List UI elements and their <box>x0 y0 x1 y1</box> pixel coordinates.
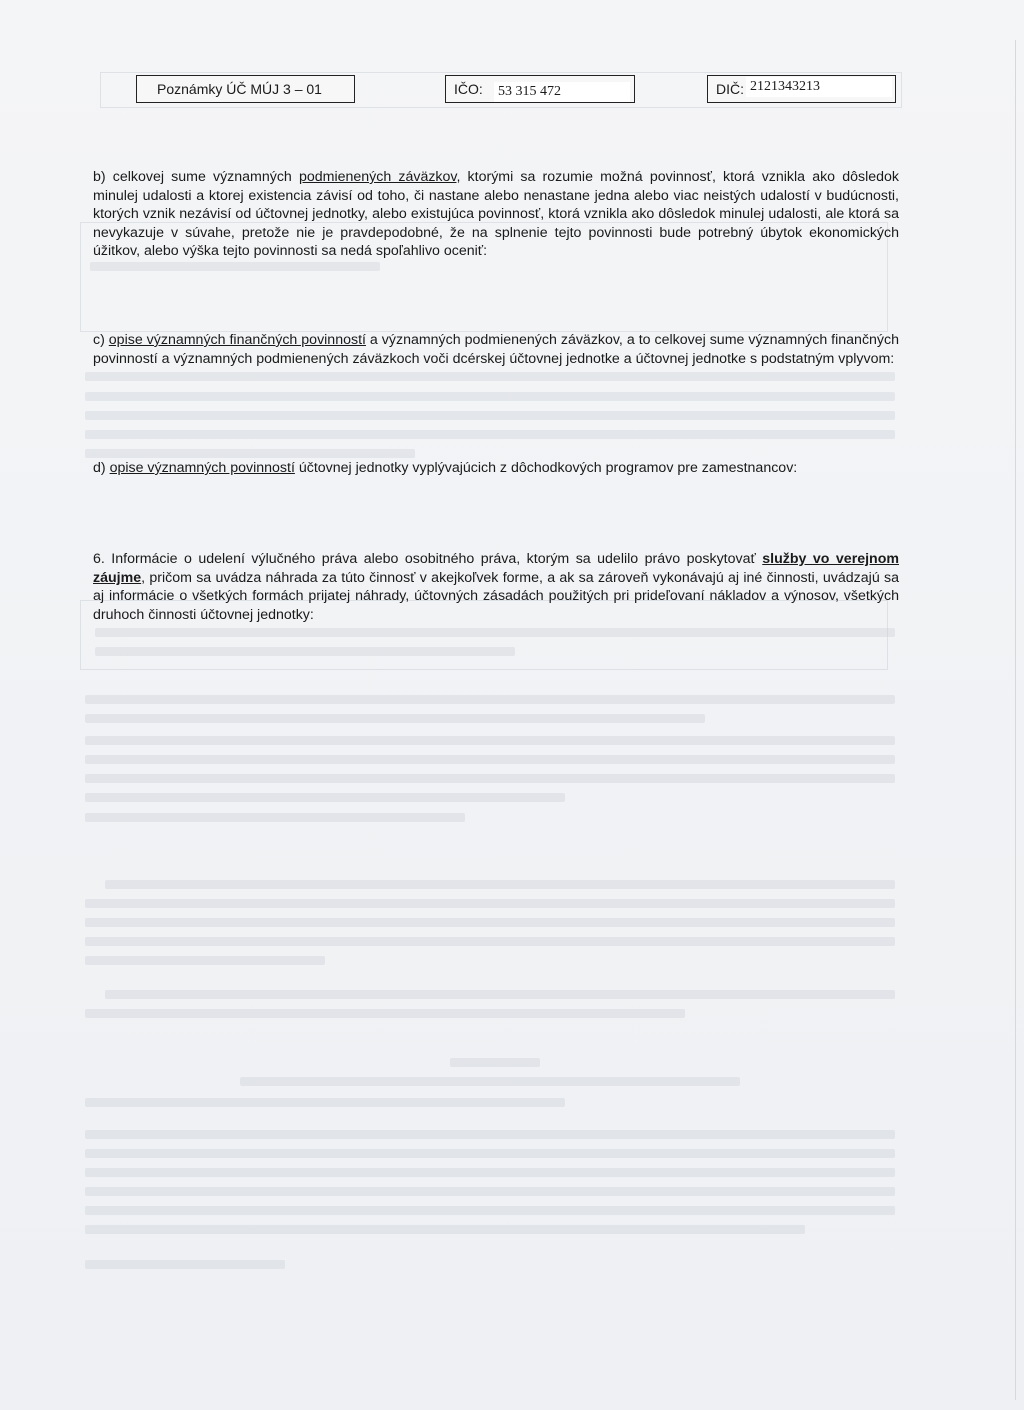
dic-label: DIČ: <box>716 81 744 97</box>
section-c-text: a významných podmienených záväzkov, a to celkovej sume významných finančných povinností a významných podmienených záväzkoch voči dcérskej účtovnej jednotke a účtovnej jednotke s podstatným vplyvom: <box>93 332 900 367</box>
section-6-underlined: služby vo verejnom záujme <box>93 551 899 586</box>
section-d-paragraph <box>93 459 899 478</box>
section-6-text: , pričom sa uvádza náhrada za túto činnosť v akejkoľvek forme, a ak sa zároveň vykonávajú aj iné činnosti, uvádzajú sa aj informácie o všetkých formách prijatej náhrady, účtovných zásadách použitých pri prideľovaní nákladov a výnosov, všetkých druhoch činnosti účtovnej jednotky: <box>93 569 899 623</box>
section-d-text: účtovnej jednotky vyplývajúcich z dôchodkových programov pre zamestnancov: <box>294 460 798 476</box>
ico-box <box>445 75 635 103</box>
section-d-underlined: opise významných povinností <box>109 460 295 476</box>
section-6-prefix: 6. Informácie o udelení výlučného práva alebo osobitného práva, ktorým sa udelilo právo poskytovať <box>93 551 763 567</box>
form-code-label: Poznámky ÚČ MÚJ 3 – 01 <box>157 81 322 97</box>
form-code-box <box>136 75 355 103</box>
section-c-prefix: c) <box>93 332 109 348</box>
ico-value[interactable]: 53 315 472 <box>494 82 630 102</box>
section-d-prefix: d) <box>93 460 110 476</box>
dic-value[interactable]: 2121343213 <box>746 77 892 97</box>
page-edge <box>1015 40 1016 1400</box>
section-b-text: , ktorými sa rozumie možná povinnosť, ktorá vznikla ako dôsledok minulej udalosti a ktorej existencia závisí od toho, či nastane alebo nenastane jedna alebo viac neistých udalostí v budúcnosti, ktorých vznik nezávisí od účtovnej jednotky, alebo existujúca povinnosť, ktorá vznikla ako dôsledok minulej udalosti, ale ktorá sa nevykazuje v súvahe, pretože nie je pravdepodobné, že na splnenie tejto povinnosti bude potrebný úbytok ekonomických úžitkov, alebo výška tejto povinnosti sa nedá spoľahlivo oceniť: <box>93 169 899 260</box>
section-b-prefix: b) celkovej sume významných <box>93 169 299 185</box>
section-6-paragraph <box>93 550 899 624</box>
section-c-underlined: opise významných finančných povinností <box>108 332 366 348</box>
section-b-paragraph <box>93 168 899 261</box>
ico-label: IČO: <box>454 81 483 97</box>
section-c-paragraph <box>93 331 899 368</box>
dic-box <box>707 75 896 103</box>
section-b-underlined: podmienených záväzkov <box>298 169 457 185</box>
